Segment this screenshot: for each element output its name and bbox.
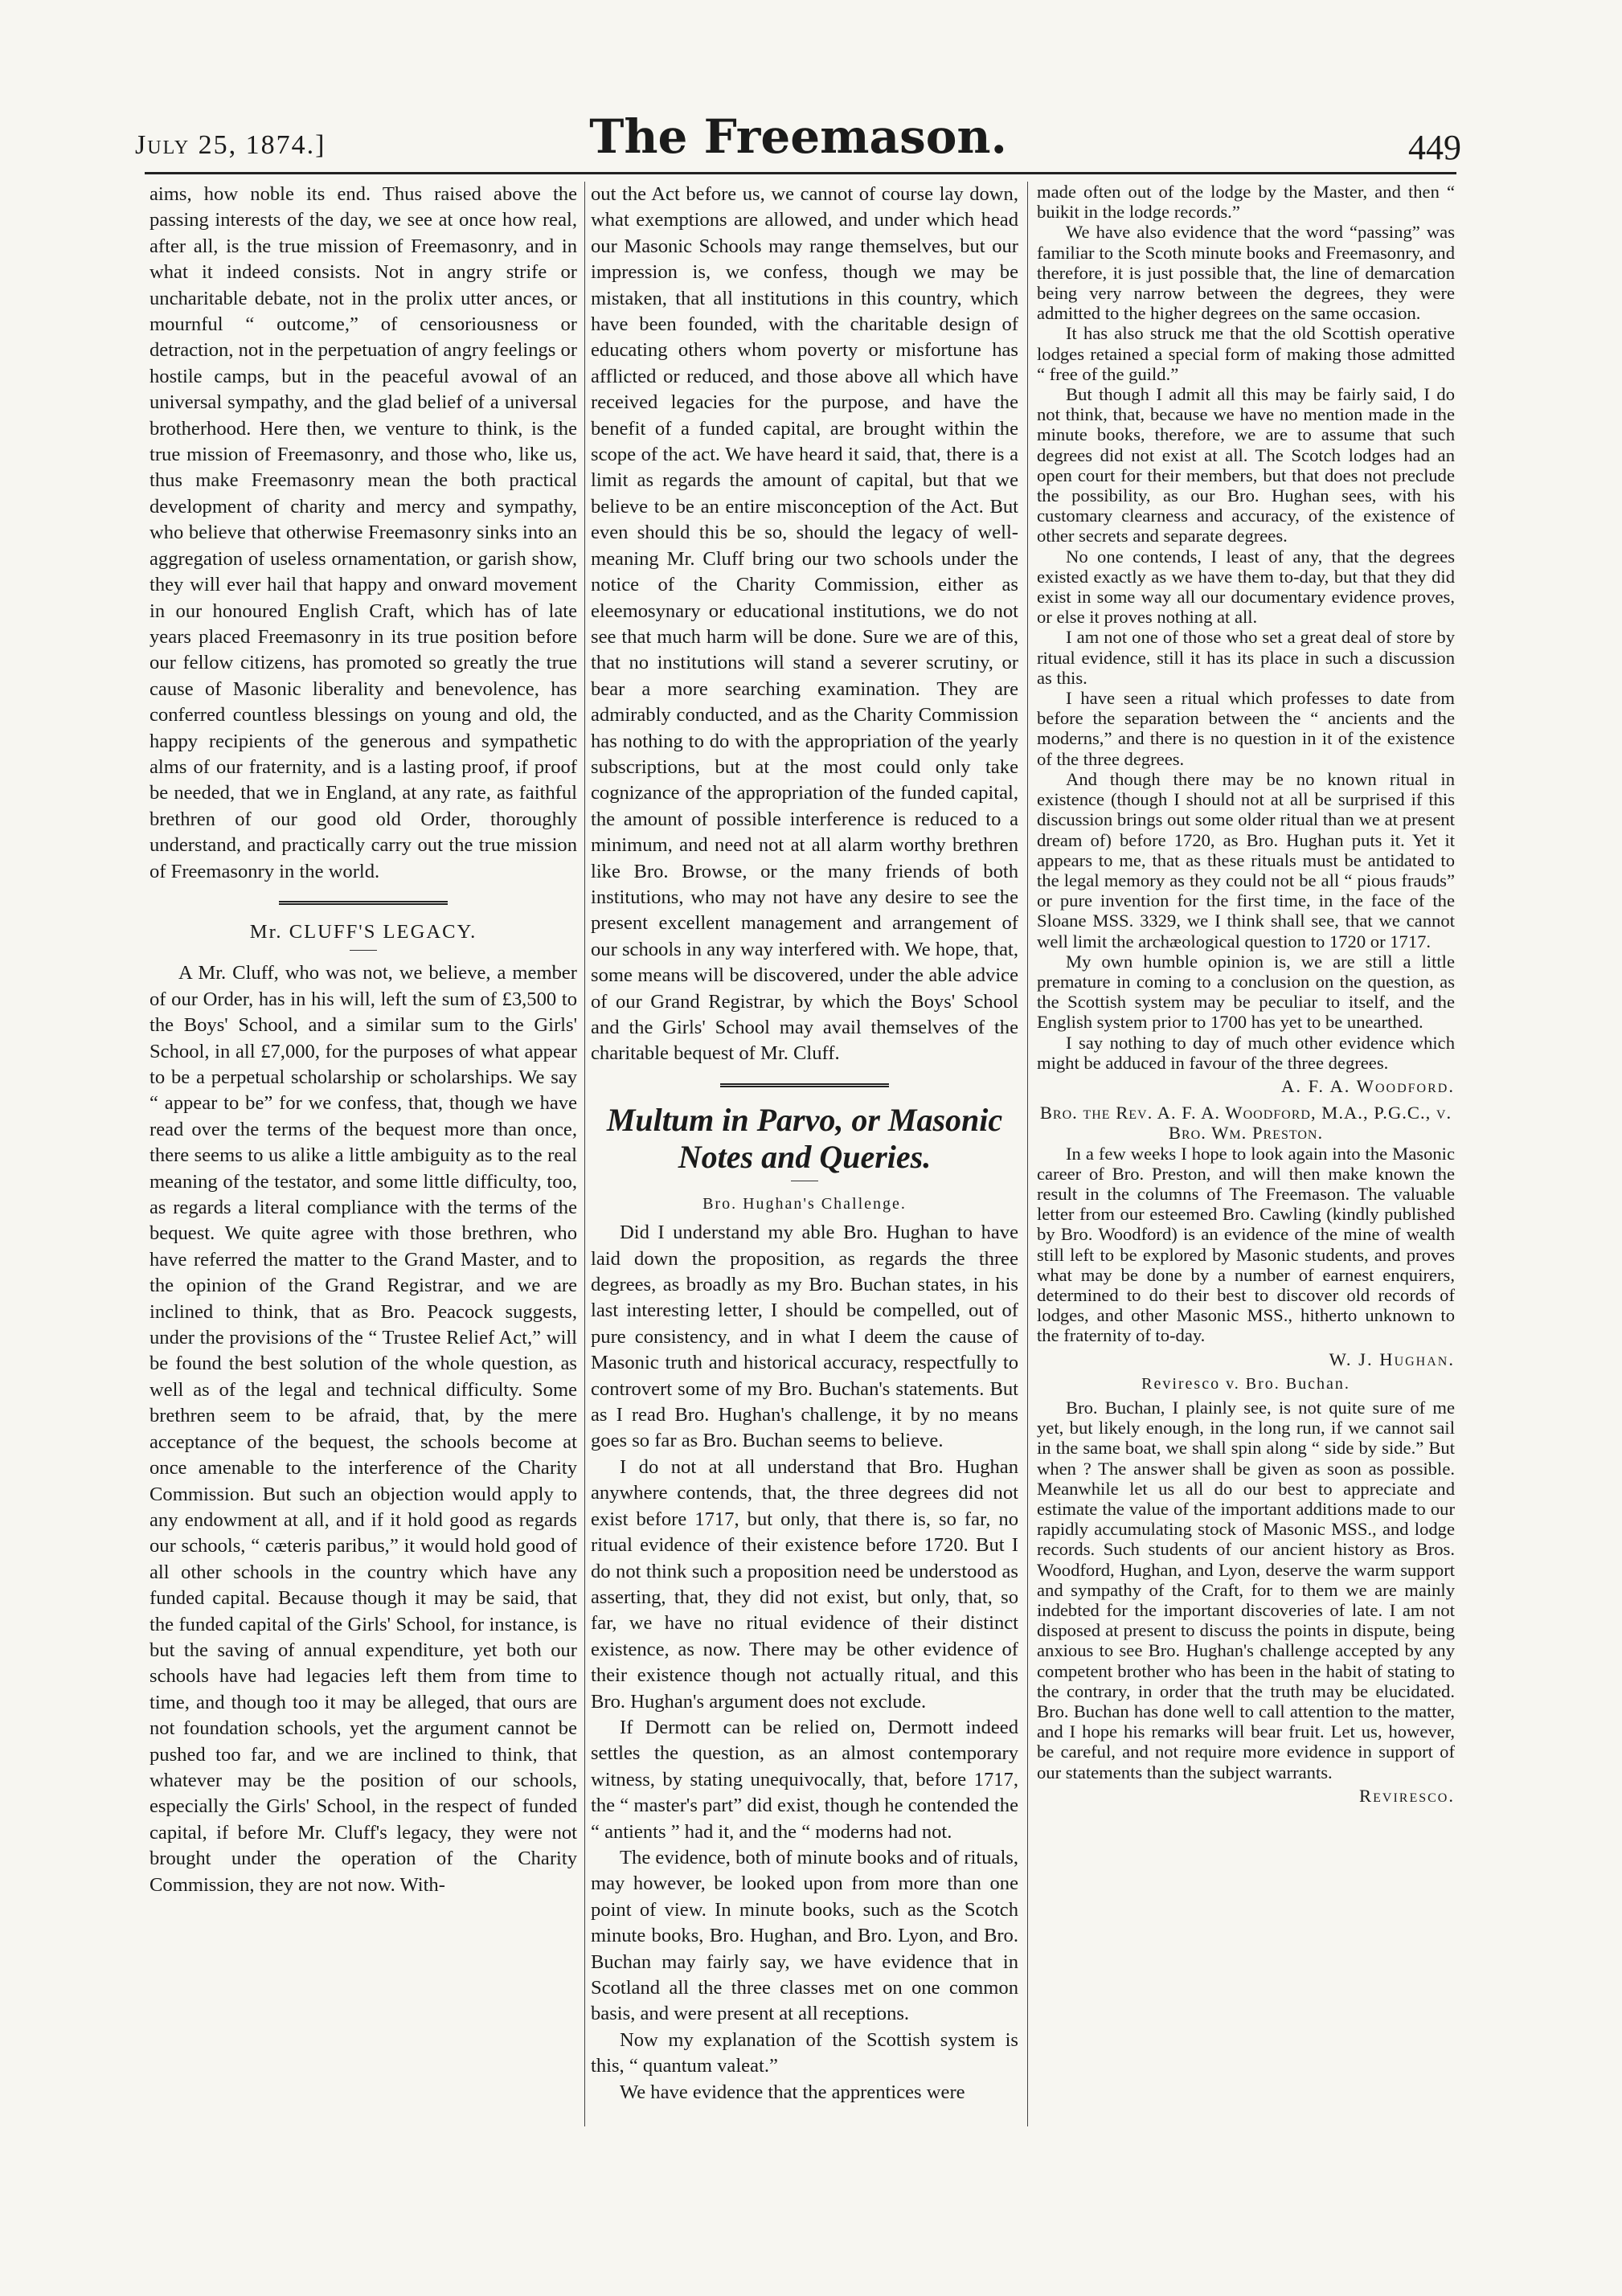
article-heading: Mr. CLUFF'S LEGACY. [249, 920, 477, 943]
paragraph: Now my explanation of the Scottish system is this, “ quantum valeat.” [591, 2028, 1018, 2077]
section-separator [279, 901, 448, 905]
newspaper-title: The Freemason. [589, 109, 1007, 164]
section-title: Multum in Parvo, or Masonic Notes and Queries. [606, 1101, 1003, 1175]
letter-heading: Reviresco v. Bro. Buchan. [1141, 1374, 1350, 1393]
paragraph: Did I understand my able Bro. Hughan to have laid down the proposition, as regards the three degrees, as broadly as my Bro. Buchan states, in his last interesting letter, I should be compelled, out of pure consistency, and in what I deem the cause of Masonic truth and historical accuracy, respectfully to controvert some of my Bro. Buchan's statements. But as I read Bro. Hughan's challenge, it by no means goes so far as Bro. Buchan seems to believe. [591, 1222, 1018, 1452]
section-separator [720, 1083, 889, 1087]
letter-heading: Bro. Hughan's Challenge. [702, 1194, 907, 1213]
signature: W. J. Hughan. [1329, 1349, 1455, 1369]
paragraph: The evidence, both of minute books and of rituals, may however, be looked upon from more than one point of view. In minute books, such as the Scotch minute books, Bro. Hughan, and Bro. Lyon, and Bro. Buchan may fairly say, we have evidence that in Scotland all the three classes met on one common basis, and were present at all receptions. [591, 1846, 1018, 2025]
paragraph: But though I admit all this may be fairly said, I do not think, that, because we have no mention made in the minute books, therefore, we are to assume that such degrees did not exist at all. The Scotch lodges had an open court for their members, but that does not preclude the possibility, as our Bro. Hughan sees, with his customary clearness and accuracy, of the existence of other secrets and separate degrees. [1037, 384, 1455, 546]
signature: Reviresco. [1359, 1785, 1455, 1806]
column-3 [1037, 182, 1455, 1806]
paragraph: We have evidence that the apprentices were [620, 2081, 965, 2103]
heading-dash [350, 950, 377, 951]
column-divider [584, 182, 585, 2126]
column-divider [1027, 182, 1028, 2126]
letter-heading: Bro. the Rev. A. F. A. Woodford, M.A., P.G.C., v. Bro. Wm. Preston. [1039, 1103, 1452, 1144]
column-1 [150, 182, 577, 1898]
article-continuation: out the Act before us, we cannot of course lay down, what exemptions are allowed, and under which head our Masonic Schools may range themselves, but our impression is, we confess, though we may be mistaken, that all institutions in this country, which have been founded, with the charitable design of educating others whom poverty or misfortune has afflicted or reduced, and those above all which have received legacies for the purpose, and have the benefit of a funded capital, are brought within the scope of the act. We have heard it said, that, there is a limit as regards the amount of capital, but that we believe to be an entire misconception of the Act. But even should this be so, should the legacy of well-meaning Mr. Cluff bring our two schools under the notice of the Charity Commission, either as eleemosynary or educational institutions, we do not see that much harm will be done. Sure we are of this, that no institutions will stand a severer scrutiny, or bear a more searching examination. They are admirably conducted, and as the Charity Commission has nothing to do with the appropriation of the yearly subscriptions, but at the most could only take cognizance of the appropriation of the funded capital, the amount of possible interference is reduced to a minimum, and need not at all alarm worthy brethren like Bro. Browse, or the many friends of both institutions, who may not have any desire to see the present excellent management and arrangement of our schools in any way interfered with. We hope, that, some means will be discovered, under the able advice of our Grand Registrar, by which the Boys' School and the Girls' School may avail themselves of the charitable bequest of Mr. Cluff. [591, 183, 1018, 1065]
paragraph: I am not one of those who set a great deal of store by ritual evidence, still it has its place in such a discussion as this. [1037, 627, 1455, 688]
paragraph: I say nothing to day of much other evidence which might be adduced in favour of the three degrees. [1037, 1032, 1455, 1073]
issue-date: July 25, 1874.] [135, 130, 326, 160]
paragraph: made often out of the lodge by the Master, and then “ buikit in the lodge records.” [1037, 182, 1455, 223]
paragraph: Bro. Buchan, I plainly see, is not quite sure of me yet, but likely enough, in the long run, if we cannot sail in the same boat, we shall spin along “ side by side.” But when ? The answer shall be given as soon as possible. Meanwhile let us all do our best to appreciate and estimate the value of the important additions made to our rapidly accumulating stock of Masonic MSS., and lodge records. Such students of our ancient history as Bros. Woodford, Hughan, and Lyon, deserve the warm support and sympathy of the Craft, for to them we are mainly indebted for the important discoveries of late. I am not disposed at present to discuss the points in dispute, being anxious to see Bro. Hughan's challenge accepted by any competent brother who has been in the habit of stating to the contrary, in order that the truth may be elucidated. Bro. Buchan has done well to call attention to the matter, and I hope his remarks will bear fruit. Let us, however, be careful, and not require more evidence in support of our statements than the subject warrants. [1037, 1397, 1455, 1782]
paragraph: No one contends, I least of any, that the degrees existed exactly as we have them to-day, but that they did exist in some way all our documentary evidence proves, or else it proves nothing at all. [1037, 546, 1455, 628]
paragraph: It has also struck me that the old Scottish operative lodges retained a special form of making those admitted “ free of the guild.” [1037, 323, 1455, 384]
paragraph: I do not at all understand that Bro. Hughan anywhere contends, that, the three degrees did not exist before 1717, but only, that there is, so far, no ritual evidence of their existence before 1720. But I do not think such a proposition need be understood as asserting, that, they did not exist, but only, that, so far, we have no ritual evidence of their distinct existence, as now. There may be other evidence of their existence though not actually ritual, and this Bro. Hughan's argument does not exclude. [591, 1455, 1018, 1713]
article-body: A Mr. Cluff, who was not, we believe, a member of our Order, has in his will, left the sum of £3,500 to the Boys' School, and a similar sum to the Girls' School, in all £7,000, for the purposes of what appear to be a perpetual scholarship or scholarships. We say “ appear to be” for we confess, that, though we have read over the terms of the bequest more than once, there seems to us alike a little ambiguity as to the real meaning of the testator, and some little difficulty, too, as regards a literal compliance with the terms of the bequest. We quite agree with those brethren, who have referred the matter to the Grand Master, and to the opinion of the Grand Registrar, and we are inclined to think, that as Bro. Peacock suggests, under the provisions of the “ Trustee Relief Act,” will be found the best solution of the whole question, as well as of the legal and technical difficulty. Some brethren seem to be afraid, that, by the mere acceptance of the bequest, the schools become at once amenable to the interference of the Charity Commission. But such an objection would apply to any endowment at all, and if it hold good as regards our schools, “ cæteris paribus,” it would hold good of all other schools in the country which have any funded capital. Because though it may be said, that the funded capital of the Girls' School, for instance, is but the saving of annual expenditure, yet both our schools have had legacies left them from time to time, and though too it may be alleged, that ours are not foundation schools, yet the argument cannot be pushed too far, and we are inclined to think, that whatever may be the position of our schools, especially the Girls' School, in the respect of funded capital, if before Mr. Cluff's legacy, they were not brought under the operation of the Charity Commission, they are not now. With- [150, 962, 577, 1896]
paragraph: My own humble opinion is, we are still a little premature in coming to a conclusion on the question, as the Scottish system may be peculiar to itself, and the English system prior to 1700 has yet to be unearthed. [1037, 951, 1455, 1033]
paragraph: We have also evidence that the word “passing” was familiar to the Scoth minute books and Freemasonry, and therefore, it is just possible that, the line of demarcation being very narrow between the degrees, they were admitted to the higher degrees on the same occasion. [1037, 222, 1455, 324]
article-continuation: aims, how noble its end. Thus raised above the passing interests of the day, we see at once how real, after all, is the true mission of Freemasonry, and in what it indeed consists. Not in angry strife or uncharitable debate, not in the prolix utter ances, or mournful “ outcome,” of censoriousness or detraction, not in the perpetuation of angry feelings or hostile camps, but in the peaceful avowal of an universal sympathy, and the glad belief of a universal brotherhood. Here then, we venture to think, is the true mission of Freemasonry, and those who, like us, thus make Freemasonry mean the both practical development of charity and mercy and sympathy, who believe that otherwise Freemasonry sinks into an aggregation of useless ornamentation, or garish show, they will ever hail that happy and onward movement in our honoured English Craft, which has of late years placed Freemasonry in its true position before our fellow citizens, has promoted so greatly the true cause of Masonic liberality and benevolence, has conferred countless blessings on young and old, the happy recipients of the generous and sympathetic alms of our fraternity, and is a lasting proof, if proof be needed, that we in England, at any rate, as faithful brethren of our good old Order, thoroughly understand, and practically carry out the true mission of Freemasonry in the world. [150, 183, 578, 882]
masthead [135, 106, 1461, 169]
column-2 [591, 182, 1018, 2106]
paragraph: In a few weeks I hope to look again into the Masonic career of Bro. Preston, and will then make known the result in the columns of The Freemason. The valuable letter from our esteemed Bro. Cawling (kindly published by Bro. Woodford) is an evidence of the mine of wealth still left to be explored by Masonic students, and proves what may be done by a number of earnest enquirers, determined to do their best to discover old records of lodges, and other Masonic MSS., hitherto unknown to the fraternity of to-day. [1037, 1143, 1455, 1346]
page-number: 449 [1408, 128, 1461, 167]
paragraph: I have seen a ritual which professes to date from before the separation between the “ ancients and the moderns,” and there is no question in it of the existence of the three degrees. [1037, 688, 1455, 769]
paragraph: If Dermott can be relied on, Dermott indeed settles the question, as an almost contemporary witness, by stating unequivocally, that, before 1717, the “ master's part” did exist, though he contended the “ antients ” had it, and the “ moderns had not. [591, 1716, 1018, 1843]
paragraph: And though there may be no known ritual in existence (though I should not at all be surprised if this discussion brings out some older ritual than we at present dream of) before 1720, as Bro. Hughan puts it. Yet it appears to me, that as these rituals must be antidated to the legal memory as they could not be all “ pious frauds” or pure invention for the first time, in the face of the Sloane MSS. 3329, we I think shall see, that we cannot well limit the archæological question to 1720 or 1717. [1037, 768, 1455, 952]
signature: A. F. A. Woodford. [1281, 1075, 1455, 1096]
masthead-rule [145, 172, 1456, 174]
